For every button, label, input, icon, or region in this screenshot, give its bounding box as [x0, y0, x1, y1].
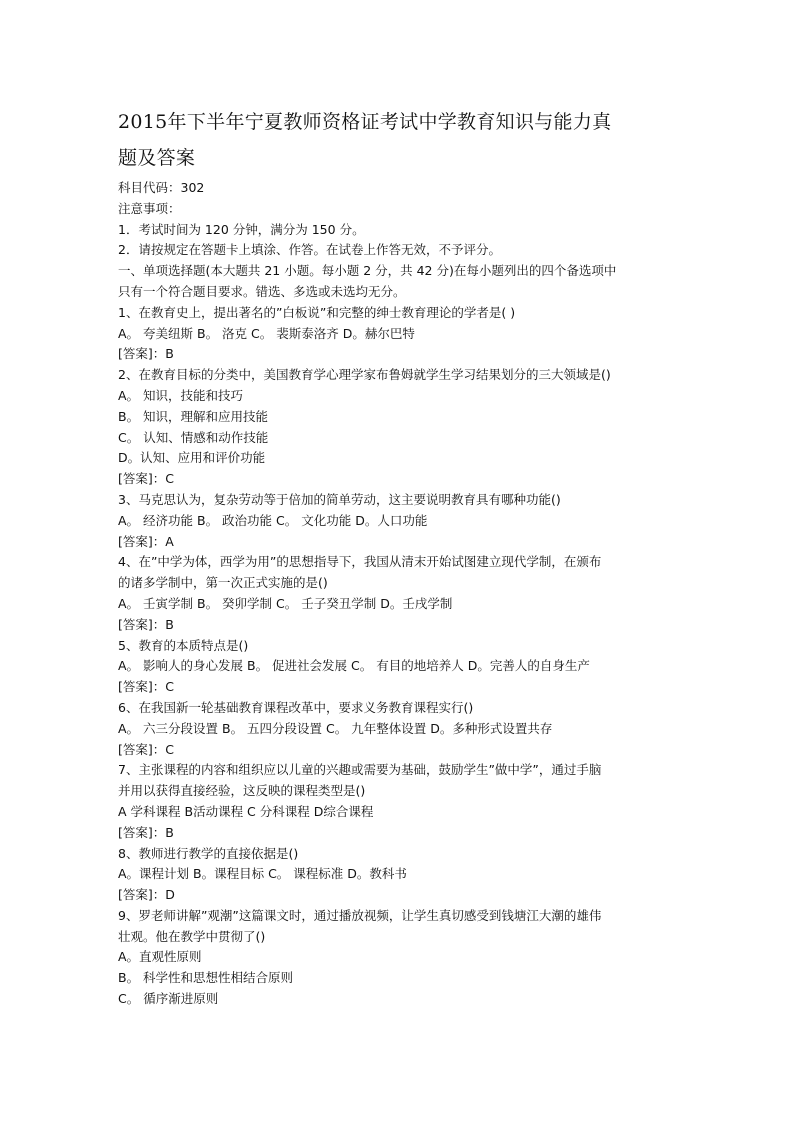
text-line: A。 影响人的身心发展 B。 促进社会发展 C。 有目的地培养人 D。完善人的自身生产 — [118, 658, 590, 674]
text-line: 4、在”中学为体，西学为用”的思想指导下，我国从清末开始试图建立现代学制，在颁布 — [118, 554, 602, 570]
text-line: A。 知识，技能和技巧 — [118, 387, 244, 403]
text-line: 5、教育的本质特点是() — [118, 637, 249, 653]
text-line: 8、教师进行教学的直接依据是() — [118, 845, 299, 861]
document-body — [118, 178, 678, 1010]
text-line: [答案]：C — [118, 471, 174, 487]
text-line: 1、在教育史上，提出著名的”白板说”和完整的绅士教育理论的学者是( ) — [118, 304, 516, 320]
text-line: 1．考试时间为 120 分钟，满分为 150 分。 — [118, 221, 365, 237]
text-line: 并用以获得直接经验，这反映的课程类型是() — [118, 783, 366, 799]
text-line: 9、罗老师讲解”观潮”这篇课文时，通过播放视频，让学生真切感受到钱塘江大潮的雄伟 — [118, 907, 602, 923]
text-line: A。 壬寅学制 B。 癸卯学制 C。 壬子癸丑学制 D。壬戌学制 — [118, 595, 453, 611]
text-line: [答案]：C — [118, 679, 174, 695]
text-line: A。 夸美纽斯 B。 洛克 C。 裴斯泰洛齐 D。赫尔巴特 — [118, 325, 415, 341]
text-line: [答案]：D — [118, 887, 175, 903]
text-line: 的诸多学制中，第一次正式实施的是() — [118, 575, 328, 591]
text-line: [答案]：B — [118, 616, 174, 632]
text-line: C。 循序渐进原则 — [118, 991, 219, 1007]
text-line: 2．请按规定在答题卡上填涂、作答。在试卷上作答无效，不予评分。 — [118, 242, 501, 258]
document-title — [118, 104, 678, 176]
title-line-1: 2015年下半年宁夏教师资格证考试中学教育知识与能力真 — [118, 111, 612, 133]
text-line: 一、单项选择题(本大题共 21 小题。每小题 2 分，共 42 分)在每小题列出的四个备选项中 — [118, 263, 617, 279]
text-line: B。 科学性和思想性相结合原则 — [118, 970, 294, 986]
text-line: 只有一个符合题目要求。错选、多选或未选均无分。 — [118, 283, 406, 299]
text-line: 7、主张课程的内容和组织应以儿童的兴趣或需要为基础，鼓励学生”做中学”，通过手脑 — [118, 762, 602, 778]
text-line: A。直观性原则 — [118, 949, 202, 965]
text-line: 壮观。他在教学中贯彻了() — [118, 928, 266, 944]
document-page — [118, 104, 678, 1010]
text-line: A 学科课程 B活动课程 C 分科课程 D综合课程 — [118, 803, 374, 819]
title-line-2: 题及答案 — [118, 147, 196, 169]
text-line: 注意事项： — [118, 200, 181, 216]
text-line: [答案]：A — [118, 533, 174, 549]
text-line: C。 认知、情感和动作技能 — [118, 429, 269, 445]
text-line: [答案]：B — [118, 824, 174, 840]
text-line: A。课程计划 B。课程目标 C。 课程标准 D。教科书 — [118, 866, 407, 882]
text-line: B。 知识，理解和应用技能 — [118, 408, 269, 424]
text-line: 2、在教育目标的分类中，美国教育学心理学家布鲁姆就学生学习结果划分的三大领域是() — [118, 367, 611, 383]
text-line: 科目代码：302 — [118, 180, 205, 195]
text-line: 3、马克思认为，复杂劳动等于倍加的简单劳动，这主要说明教育具有哪种功能() — [118, 491, 561, 507]
text-line: A。 六三分段设置 B。 五四分段设置 C。 九年整体设置 D。多种形式设置共存 — [118, 720, 553, 736]
text-line: [答案]：C — [118, 741, 174, 757]
text-line: [答案]：B — [118, 346, 174, 362]
text-line: D。认知、应用和评价功能 — [118, 450, 266, 466]
text-line: A。 经济功能 B。 政治功能 C。 文化功能 D。人口功能 — [118, 512, 428, 528]
text-line: 6、在我国新一轮基础教育课程改革中，要求义务教育课程实行() — [118, 699, 474, 715]
